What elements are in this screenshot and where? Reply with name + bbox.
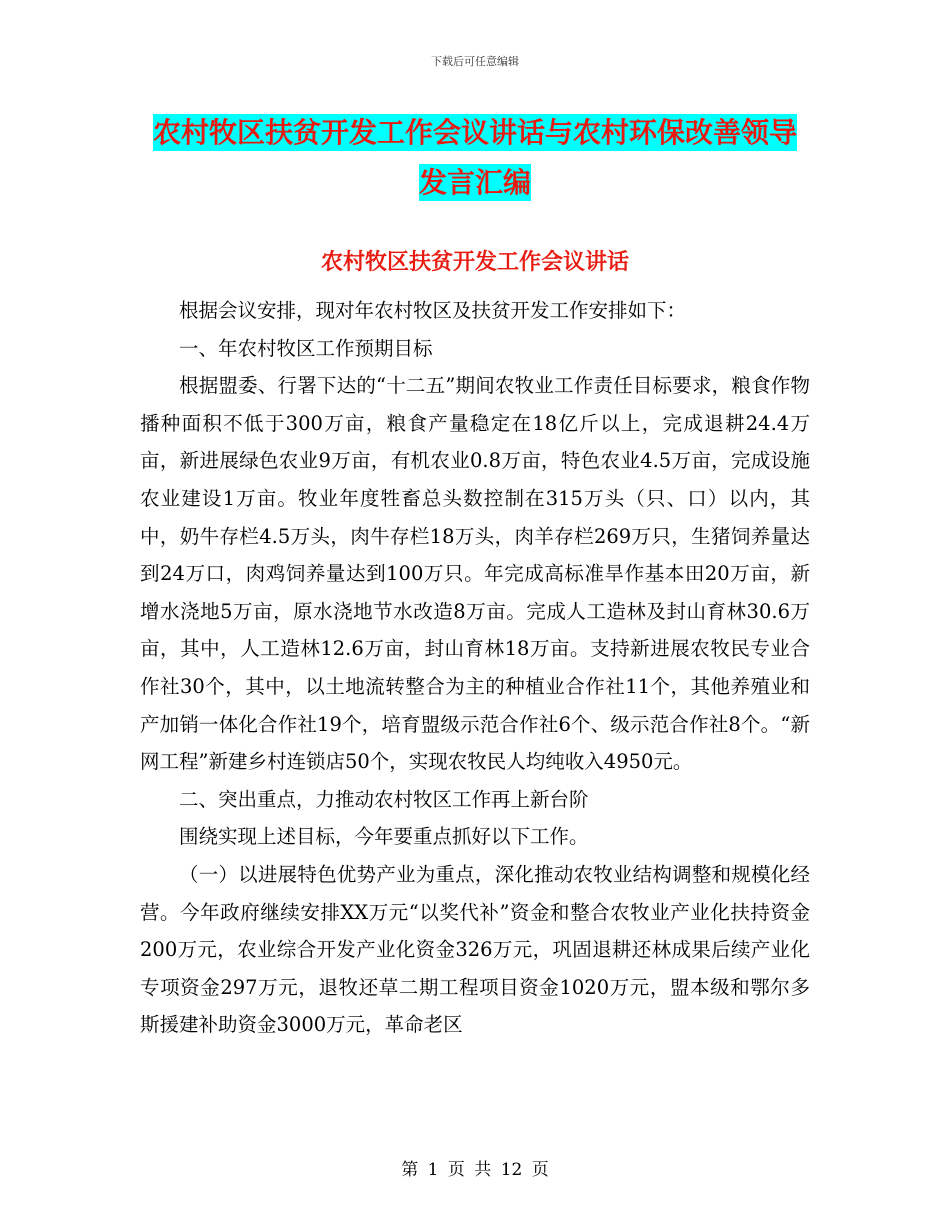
paragraph: 一、年农村牧区工作预期目标	[179, 336, 433, 360]
paragraph: 根据会议安排，现对年农村牧区及扶贫开发工作安排如下：	[179, 299, 687, 322]
section-title: 农村牧区扶贫开发工作会议讲话	[320, 249, 629, 275]
paragraph: 围绕实现上述目标，今年要重点抓好以下工作。	[179, 825, 589, 849]
paragraph: 二、突出重点，力推动农村牧区工作再上新台阶	[179, 787, 589, 811]
document-title	[140, 108, 810, 208]
page-header-note: 下载后可任意编辑	[431, 55, 519, 68]
document-title-text: 农村牧区扶贫开发工作会议讲话与农村环保改善领导发言汇编	[152, 116, 797, 199]
paragraph: 根据盟委、行署下达的“十二五”期间农牧业工作责任目标要求，粮食作物播种面积不低于300万亩，粮食产量稳定在18亿斤以上，完成退耕24.4万亩，新进展绿色农业9万亩，有机农业0.8万亩，特色农业4.5万亩，完成设施农业建设1万亩。牧业年度牲畜总头数控制在315万头（只、口）以内，其中，奶牛存栏4.5万头，肉牛存栏18万头，肉羊存栏269万只，生猪饲养量达到24万口，肉鸡饲养量达到100万只。年完成高标准旱作基本田20万亩，新增水浇地5万亩，原水浇地节水改造8万亩。完成人工造林及封山育林30.6万亩，其中，人工造林12.6万亩，封山育林18万亩。支持新进展农牧民专业合作社30个，其中，以土地流转整合为主的种植业合作社11个，其他养殖业和产加销一体化合作社19个，培育盟级示范合作社6个、级示范合作社8个。“新网工程”新建乡村连锁店50个，实现农牧民人均纯收入4950元。	[140, 374, 810, 774]
paragraph: （一）以进展特色优势产业为重点，深化推动农牧业结构调整和规模化经营。今年政府继续安排XX万元“以奖代补”资金和整合农牧业产业化扶持资金200万元，农业综合开发产业化资金326万元，巩固退耕还林成果后续产业化专项资金297万元，退牧还草二期工程项目资金1020万元，盟本级和鄂尔多斯援建补助资金3000万元，革命老区	[140, 862, 810, 1037]
page-footer: 第 1 页 共 12 页	[401, 1160, 549, 1180]
document-body	[140, 292, 810, 1044]
